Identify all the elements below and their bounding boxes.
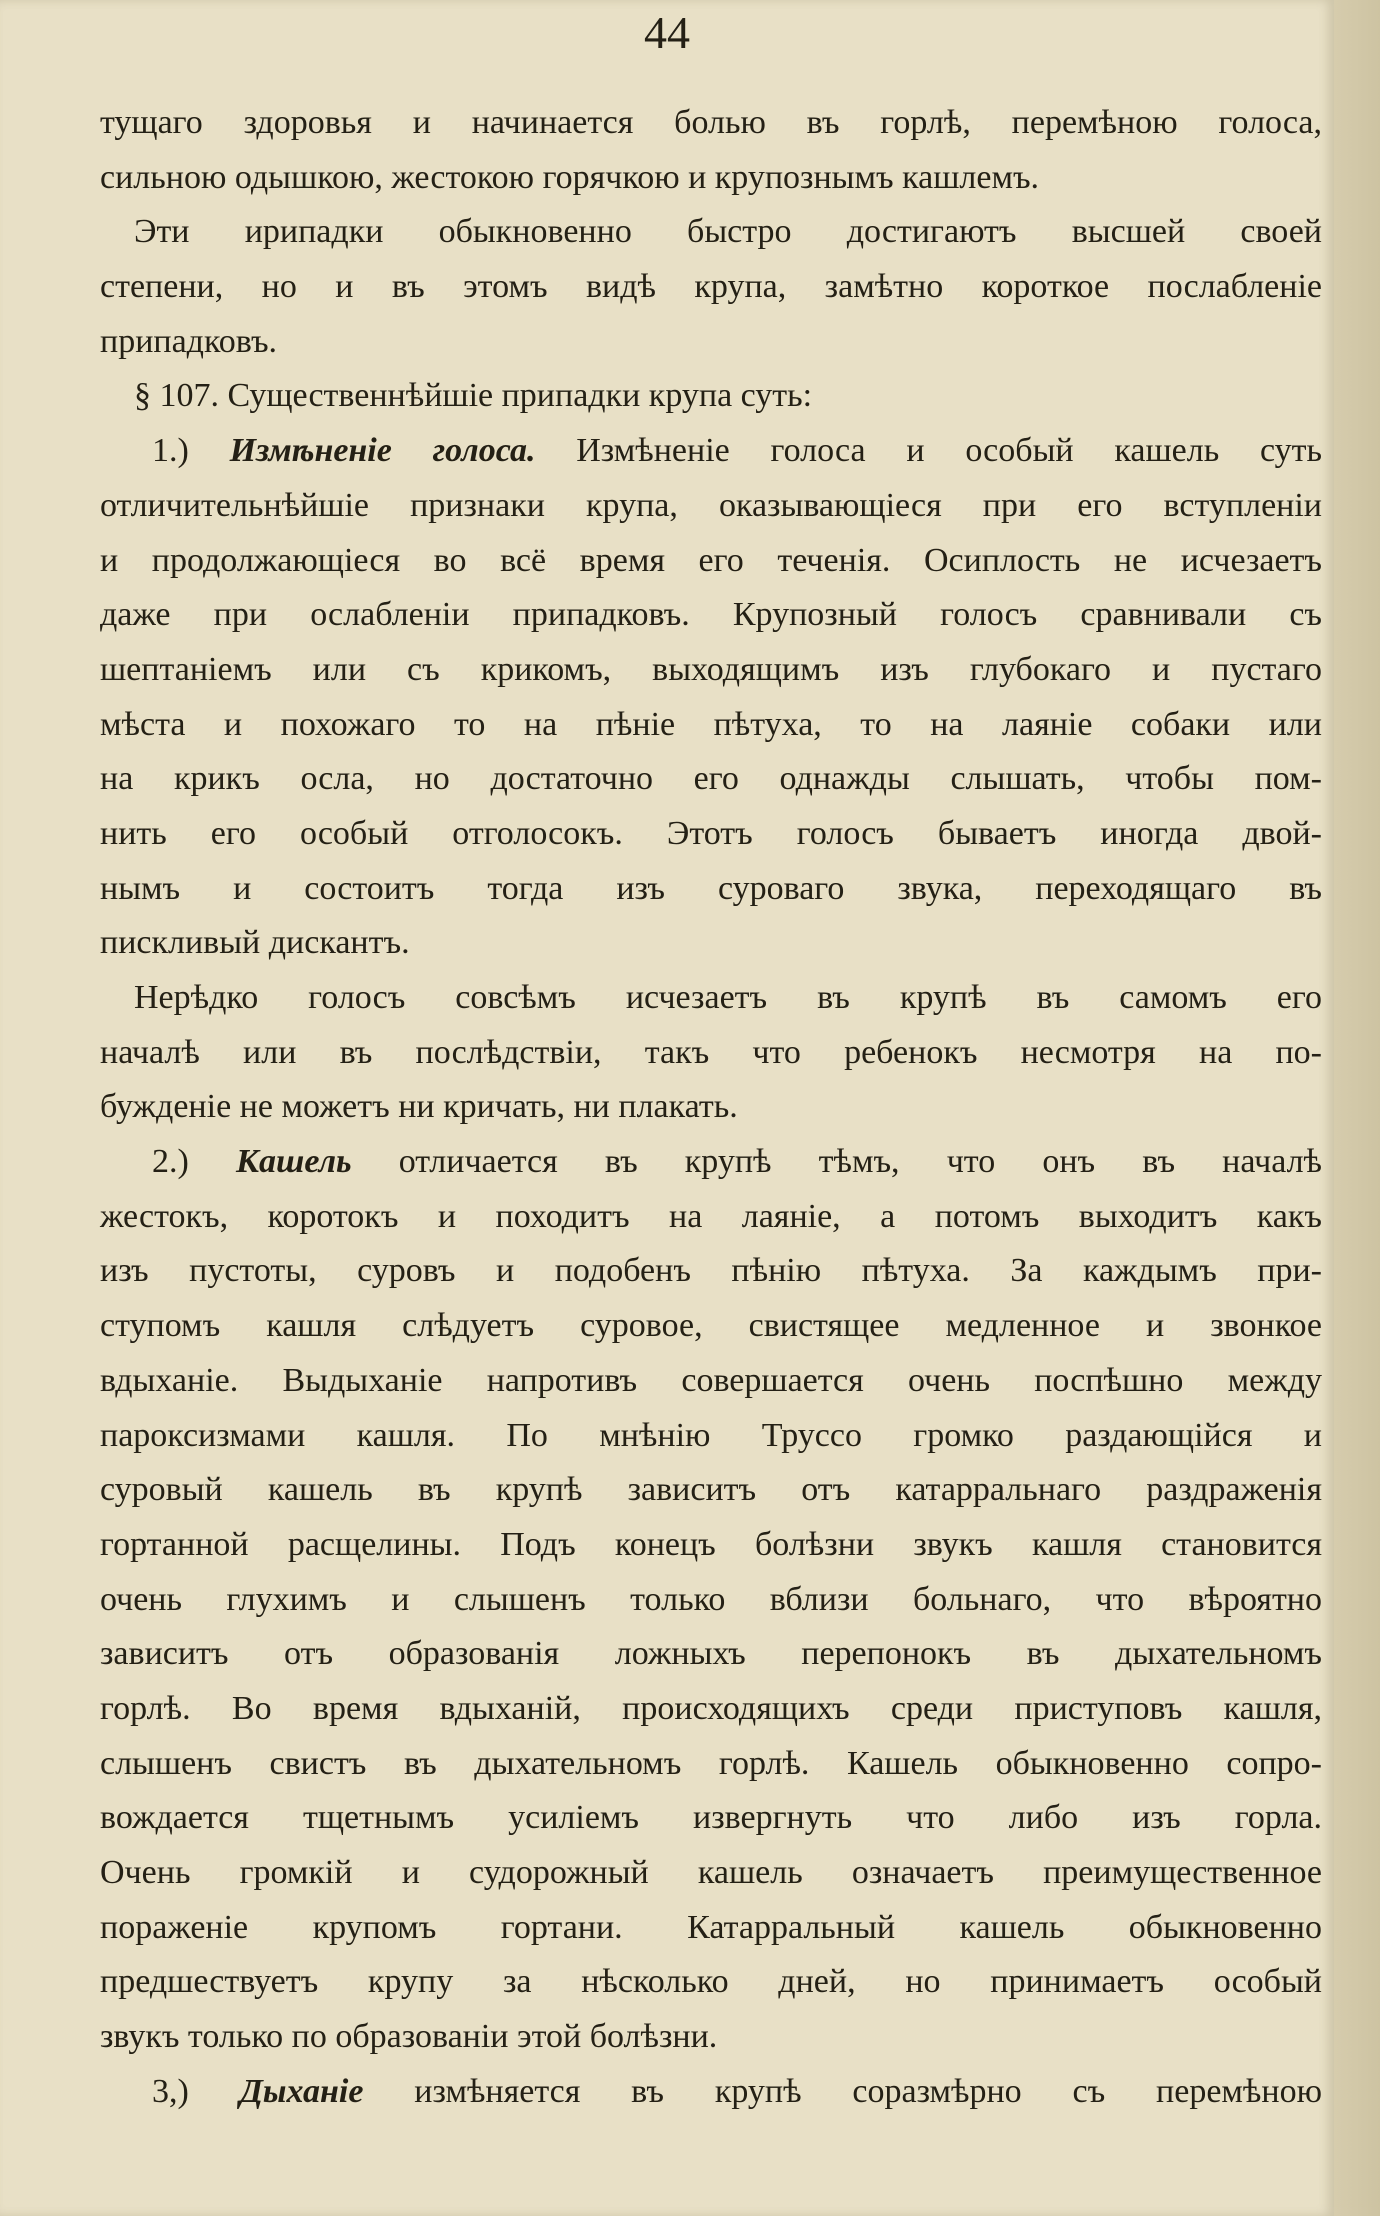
- page-edge: [1334, 0, 1380, 2216]
- line-text: шептаніемъ или съ крикомъ, выходящимъ изъ глубокаго и пустаго: [100, 650, 1322, 688]
- line-text: предшествуетъ крупу за нѣсколько дней, но принимаетъ особый: [100, 1963, 1322, 2001]
- line-text: пароксизмами кашля. По мнѣнію Труссо громко раздающійся и: [100, 1416, 1322, 1454]
- text-line: [100, 588, 1322, 643]
- line-text: вдыханіе. Выдыханіе напротивъ совершается очень поспѣшно между: [100, 1361, 1322, 1399]
- line-text: слышенъ свистъ въ дыхательномъ горлѣ. Кашель обыкновенно сопро-: [100, 1744, 1322, 1782]
- line-text: Очень громкій и судорожный кашель означаетъ преимущественное: [100, 1854, 1322, 1891]
- section-term: Измѣненіе голоса.: [229, 432, 536, 470]
- text-line: [100, 1080, 1322, 1135]
- line-text: Нерѣдко голосъ совсѣмъ исчезаетъ въ крупѣ въ самомъ его: [134, 979, 1322, 1016]
- text-line: [100, 752, 1322, 807]
- text-line: [100, 643, 1322, 698]
- line-text: припадковъ.: [100, 322, 278, 360]
- text-line: [100, 1135, 1322, 1190]
- line-text: отличается въ крупѣ тѣмъ, что онъ въ началѣ: [351, 1143, 1323, 1181]
- page-text: [100, 96, 1322, 2119]
- text-line: [100, 1682, 1322, 1737]
- line-text: зависитъ отъ образованія ложныхъ перепонокъ въ дыхательномъ: [100, 1635, 1322, 1673]
- line-text: даже при ослабленіи припадковъ. Крупозный голосъ сравнивали съ: [100, 596, 1322, 634]
- line-text: гортанной расщелины. Подъ конецъ болѣзни звукъ кашля становится: [100, 1525, 1322, 1563]
- line-text: нымъ и состоитъ тогда изъ суроваго звука, переходящаго въ: [100, 869, 1322, 907]
- item-number: 2.): [152, 1143, 236, 1181]
- line-text: ступомъ кашля слѣдуетъ суровое, свистящее медленное и звонкое: [100, 1307, 1322, 1345]
- text-line: [100, 1901, 1322, 1956]
- text-line: [100, 315, 1322, 370]
- text-line: [100, 1518, 1322, 1573]
- text-line: [100, 534, 1322, 589]
- text-line: [100, 1244, 1322, 1299]
- line-text: вождается тщетнымъ усиліемъ извергнуть что либо изъ горла.: [100, 1799, 1322, 1837]
- line-text: бужденіе не можетъ ни кричать, ни плакать.: [100, 1088, 738, 1126]
- text-line: [100, 260, 1322, 315]
- text-line: [100, 807, 1322, 862]
- text-line: [100, 1737, 1322, 1792]
- line-text: отличительнѣйшіе признаки крупа, оказывающіеся при его вступленіи: [100, 486, 1322, 524]
- text-line: [100, 1627, 1322, 1682]
- text-line: [100, 1846, 1322, 1901]
- text-line: [100, 1354, 1322, 1409]
- line-text: жестокъ, коротокъ и походитъ на лаяніе, а потомъ выходитъ какъ: [100, 1197, 1322, 1235]
- text-line: [100, 916, 1322, 971]
- line-text: нить его особый отголосокъ. Этотъ голосъ бываетъ иногда двой-: [100, 814, 1322, 852]
- line-text: суровый кашель въ крупѣ зависитъ отъ катарральнаго раздраженія: [100, 1471, 1322, 1509]
- line-text: на крикъ осла, но достаточно его однажды слышать, чтобы пом-: [100, 760, 1322, 798]
- line-text: и продолжающіеся во всё время его теченія. Осиплость не исчезаетъ: [100, 541, 1322, 579]
- item-number: 1.): [152, 432, 230, 470]
- text-line: [100, 1190, 1322, 1245]
- text-line: [100, 369, 1322, 424]
- section-term: Дыханіе: [239, 2072, 364, 2110]
- line-text: пораженіе крупомъ гортани. Катарральный кашель обыкновенно: [100, 1908, 1322, 1946]
- text-line: [100, 2065, 1322, 2120]
- line-text: степени, но и въ этомъ видѣ крупа, замѣтно короткое послабленіе: [100, 268, 1322, 306]
- line-text: началѣ или въ послѣдствіи, такъ что ребенокъ несмотря на по-: [100, 1033, 1322, 1071]
- line-text: пискливый дискантъ.: [100, 924, 410, 962]
- text-line: [100, 1791, 1322, 1846]
- text-line: [100, 1463, 1322, 1518]
- text-line: [100, 424, 1322, 479]
- text-line: [100, 2010, 1322, 2065]
- text-line: [100, 151, 1322, 206]
- text-line: [100, 1299, 1322, 1354]
- line-text: сильною одышкою, жестокою горячкою и крупознымъ кашлемъ.: [100, 158, 1040, 196]
- line-text: мѣста и похожаго то на пѣніе пѣтуха, то на лаяніе собаки или: [100, 705, 1322, 743]
- text-line: [100, 971, 1322, 1026]
- line-text: Эти ирипадки обыкновенно быстро достигаютъ высшей своей: [134, 213, 1322, 251]
- item-number: 3,): [152, 2072, 240, 2110]
- text-line: [100, 479, 1322, 534]
- text-line: [100, 1955, 1322, 2010]
- text-line: [100, 862, 1322, 917]
- text-line: [100, 1026, 1322, 1081]
- line-text: очень глухимъ и слышенъ только вблизи больнаго, что вѣроятно: [100, 1580, 1322, 1618]
- text-line: [100, 1573, 1322, 1628]
- line-text: Измѣненіе голоса и особый кашель суть: [535, 432, 1323, 470]
- text-line: [100, 205, 1322, 260]
- line-text: звукъ только по образованіи этой болѣзни.: [100, 2018, 718, 2056]
- line-text: § 107. Существеннѣйшіе припадки крупа суть:: [134, 377, 813, 415]
- line-text: горлѣ. Во время вдыханій, происходящихъ среди приступовъ кашля,: [100, 1689, 1322, 1727]
- line-text: измѣняется въ крупѣ соразмѣрно съ перемѣною: [363, 2072, 1322, 2110]
- text-line: [100, 1409, 1322, 1464]
- text-line: [100, 698, 1322, 753]
- page-number: 44: [644, 7, 690, 58]
- line-text: тущаго здоровья и начинается болью въ горлѣ, перемѣною голоса,: [100, 104, 1322, 141]
- text-line: [100, 96, 1322, 151]
- section-term: Кашель: [235, 1143, 352, 1181]
- line-text: изъ пустоты, суровъ и подобенъ пѣнію пѣтуха. За каждымъ при-: [100, 1252, 1322, 1290]
